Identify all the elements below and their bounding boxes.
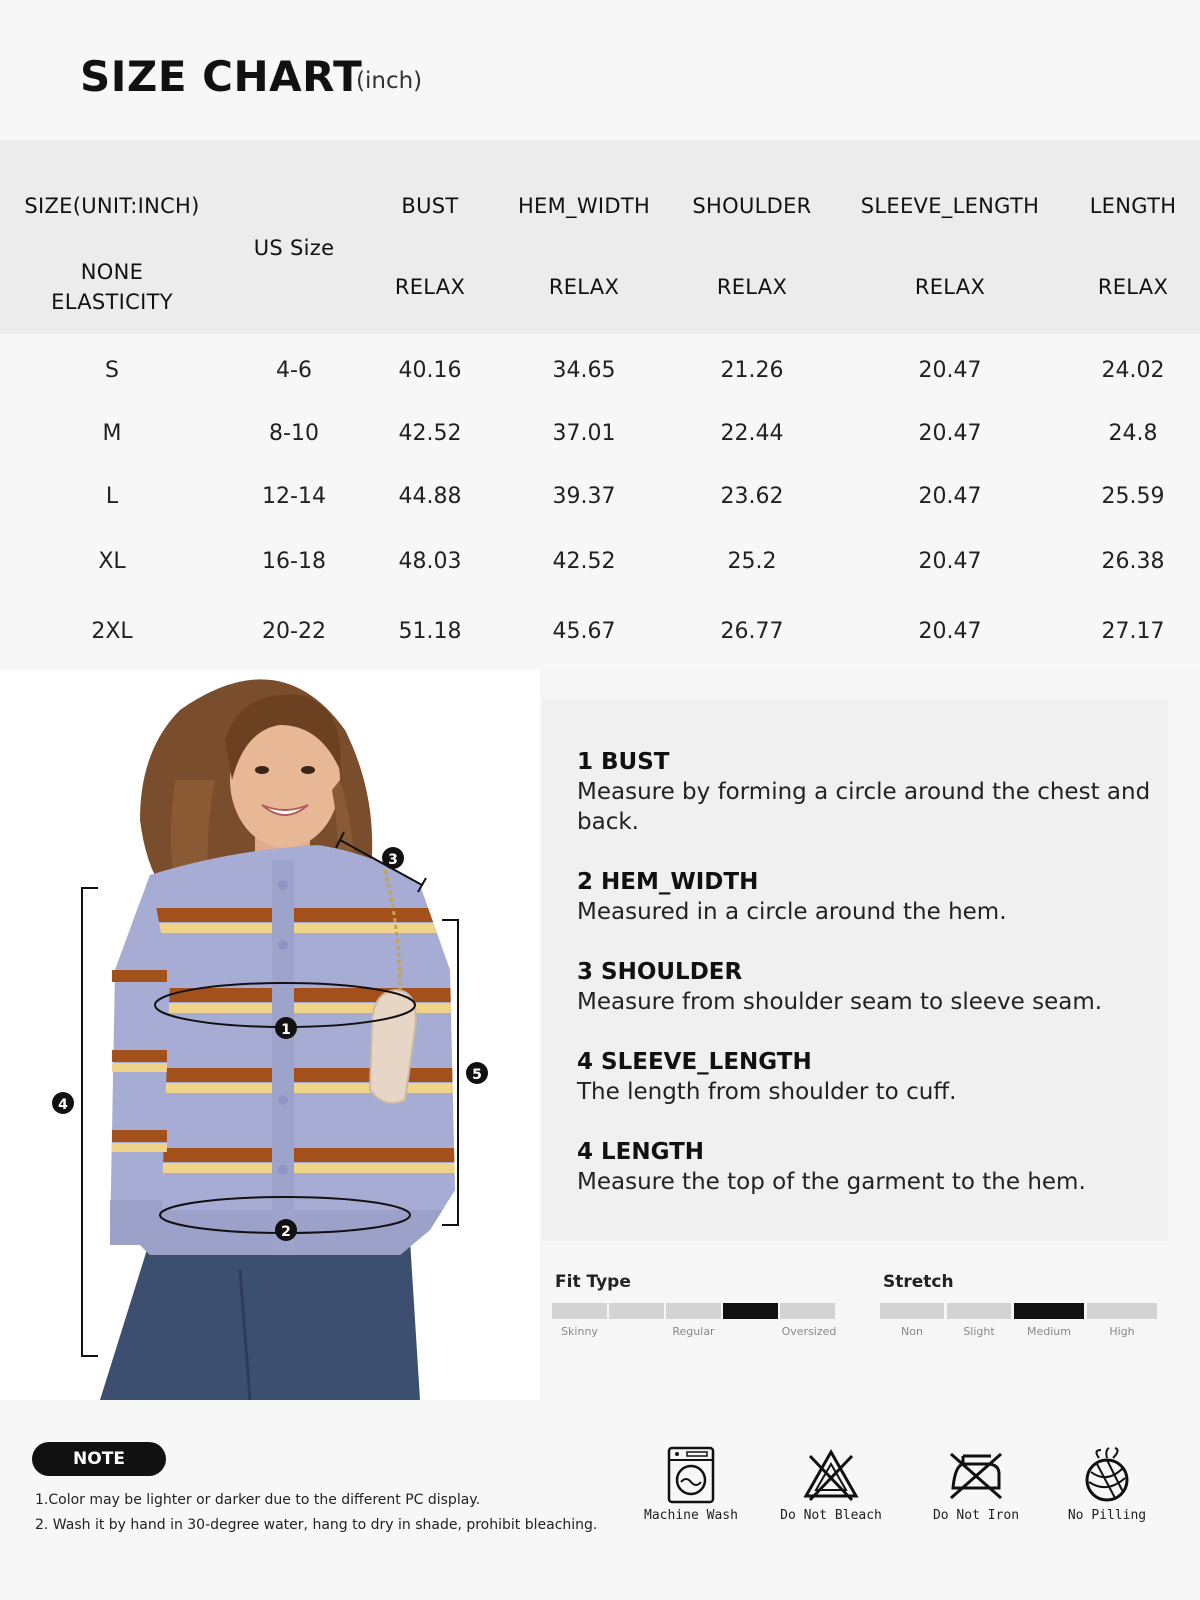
header-elasticity-line1: NONE: [80, 260, 144, 284]
size-table-body: [0, 334, 1200, 670]
table-cell: 20.47: [918, 358, 982, 383]
instruction-text: The length from shoulder to cuff.: [577, 1079, 957, 1105]
table-cell: 23.62: [720, 484, 784, 509]
fit-type-label: Fit Type: [555, 1272, 631, 1292]
marker-4: [52, 1092, 74, 1114]
instruction-sleeve-length: [577, 1047, 1157, 1107]
do-not-iron-icon: [945, 1446, 1007, 1504]
marker-3: [382, 847, 404, 869]
table-cell: 26.38: [1101, 549, 1165, 574]
table-cell: 16-18: [262, 549, 326, 574]
care-no-pilling: [1052, 1446, 1162, 1523]
care-machine-wash: [636, 1446, 746, 1523]
table-cell: 34.65: [552, 358, 616, 383]
table-cell: 20.47: [918, 484, 982, 509]
svg-text:5: 5: [472, 1067, 482, 1083]
header: [0, 0, 1200, 140]
table-cell: S: [105, 358, 119, 383]
header-relax: RELAX: [394, 275, 466, 299]
instruction-title: 4 SLEEVE_LENGTH: [577, 1049, 812, 1075]
instruction-text: Measured in a circle around the hem.: [577, 899, 1007, 925]
instruction-title: 2 HEM_WIDTH: [577, 869, 759, 895]
header-length: LENGTH: [1089, 194, 1177, 218]
svg-text:2: 2: [281, 1224, 291, 1240]
table-cell: 20-22: [262, 619, 326, 644]
table-cell: M: [102, 421, 122, 446]
header-relax: RELAX: [914, 275, 986, 299]
stretch-segment-selected: [1014, 1303, 1084, 1319]
footer: [0, 1400, 1200, 1600]
no-pilling-icon: [1079, 1446, 1135, 1504]
do-not-bleach-icon: [802, 1446, 860, 1504]
marker-5: [466, 1062, 488, 1084]
header-relax: RELAX: [1097, 275, 1169, 299]
fit-type-segment: [666, 1303, 721, 1319]
table-cell: 22.44: [720, 421, 784, 446]
care-do-not-bleach: [776, 1446, 886, 1523]
header-bust: BUST: [401, 194, 459, 218]
table-cell: 48.03: [398, 549, 462, 574]
fit-type-tick: Regular: [672, 1325, 715, 1338]
table-cell: 24.02: [1101, 358, 1165, 383]
instruction-hem-width: [577, 867, 1157, 927]
marker-1: [275, 1017, 297, 1039]
care-do-not-iron: [921, 1446, 1031, 1523]
table-cell: L: [105, 484, 119, 509]
table-cell: 21.26: [720, 358, 784, 383]
stretch-tick: Non: [901, 1325, 923, 1338]
table-cell: 12-14: [262, 484, 326, 509]
table-cell: 37.01: [552, 421, 616, 446]
measurement-instructions: [542, 699, 1168, 1241]
table-cell: 24.8: [1108, 421, 1158, 446]
table-cell: 27.17: [1101, 619, 1165, 644]
care-label: Do Not Iron: [932, 1508, 1020, 1523]
header-elasticity-line2: ELASTICITY: [51, 290, 173, 314]
header-sleeve-length: SLEEVE_LENGTH: [860, 194, 1040, 218]
marker-2: [275, 1219, 297, 1241]
table-cell: 8-10: [269, 421, 319, 446]
instruction-shoulder: [577, 957, 1157, 1017]
fit-type-segment: [552, 1303, 607, 1319]
table-cell: 26.77: [720, 619, 784, 644]
stretch-label: Stretch: [883, 1272, 954, 1292]
stretch-segment: [947, 1303, 1011, 1319]
note-line: 1.Color may be lighter or darker due to the different PC display.: [35, 1492, 481, 1508]
stretch-tick: High: [1109, 1325, 1135, 1338]
machine-wash-icon: [665, 1446, 717, 1504]
table-cell: 20.47: [918, 619, 982, 644]
title-unit: (inch): [356, 68, 423, 94]
stretch-tick: Medium: [1027, 1325, 1071, 1338]
instruction-text: Measure the top of the garment to the hem.: [577, 1169, 1086, 1195]
instruction-text: Measure by forming a circle around the chest and back.: [577, 779, 1151, 835]
svg-text:1: 1: [281, 1022, 291, 1038]
svg-text:3: 3: [388, 852, 398, 868]
instruction-text: Measure from shoulder seam to sleeve seam.: [577, 989, 1103, 1015]
table-cell: 25.2: [727, 549, 777, 574]
model-illustration: [0, 670, 540, 1400]
care-label: No Pilling: [1067, 1508, 1147, 1523]
table-cell: 20.47: [918, 421, 982, 446]
table-cell: 39.37: [552, 484, 616, 509]
instruction-bust: [577, 747, 1157, 837]
fit-type-segment: [609, 1303, 664, 1319]
model-figure: [0, 670, 540, 1400]
instruction-length: [577, 1137, 1157, 1197]
header-relax: RELAX: [548, 275, 620, 299]
fit-type-tick: Skinny: [561, 1325, 598, 1338]
header-hem-width: HEM_WIDTH: [517, 194, 651, 218]
header-shoulder: SHOULDER: [692, 194, 812, 218]
header-relax: RELAX: [716, 275, 788, 299]
table-cell: 45.67: [552, 619, 616, 644]
table-cell: 2XL: [91, 619, 133, 644]
care-label: Machine Wash: [644, 1508, 738, 1523]
page-title: SIZE CHART: [80, 52, 363, 101]
fit-type-segment: [780, 1303, 835, 1319]
note-badge: NOTE: [32, 1442, 166, 1476]
size-table-header: [0, 140, 1200, 334]
table-cell: 42.52: [398, 421, 462, 446]
table-cell: 42.52: [552, 549, 616, 574]
table-cell: XL: [98, 549, 126, 574]
fit-type-segment-selected: [723, 1303, 778, 1319]
table-cell: 4-6: [276, 358, 312, 383]
stretch-segment: [880, 1303, 944, 1319]
care-label: Do Not Bleach: [780, 1508, 882, 1523]
svg-text:4: 4: [58, 1097, 68, 1113]
note-line: 2. Wash it by hand in 30-degree water, hang to dry in shade, prohibit bleaching.: [35, 1517, 598, 1533]
stretch-segment: [1087, 1303, 1157, 1319]
stretch-tick: Slight: [963, 1325, 995, 1338]
instruction-title: 3 SHOULDER: [577, 959, 743, 985]
table-cell: 44.88: [398, 484, 462, 509]
table-cell: 51.18: [398, 619, 462, 644]
instruction-title: 4 LENGTH: [577, 1139, 705, 1165]
table-cell: 40.16: [398, 358, 462, 383]
table-cell: 25.59: [1101, 484, 1165, 509]
instruction-title: 1 BUST: [577, 749, 670, 775]
header-size-unit: SIZE(UNIT:INCH): [24, 194, 200, 218]
fit-type-tick: Oversized: [781, 1325, 837, 1338]
table-cell: 20.47: [918, 549, 982, 574]
header-us-size: US Size: [253, 236, 335, 260]
